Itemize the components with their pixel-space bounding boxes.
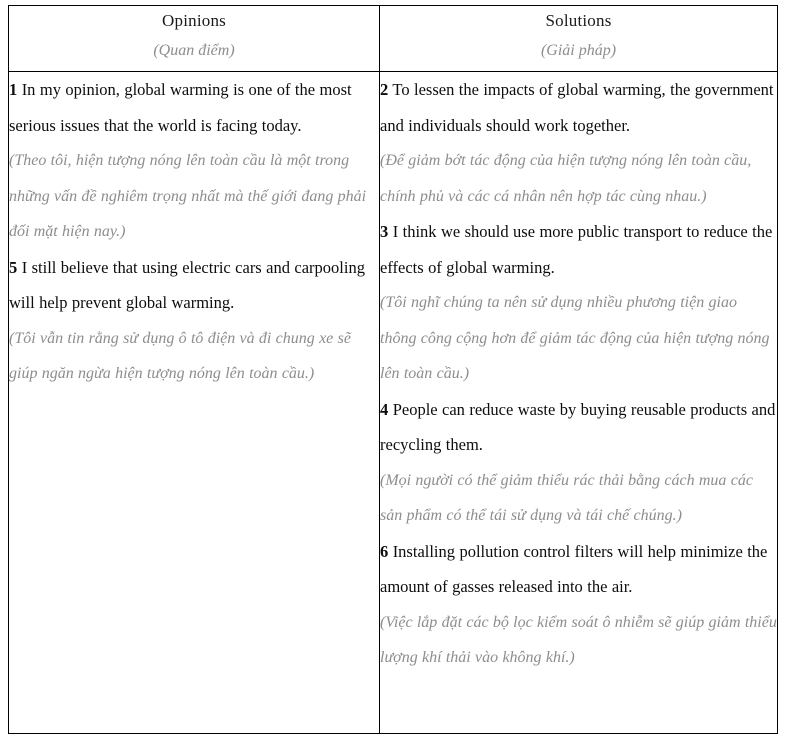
- solution-entry-2-en: [380, 72, 777, 143]
- opinions-solutions-table-wrapper: [8, 5, 777, 734]
- opinion-entry-1-number: 1: [9, 80, 18, 99]
- solution-entry-2-text: To lessen the impacts of global warming, the government and individuals should work together.: [380, 80, 774, 135]
- solution-entry-3-text: I think we should use more public transport to reduce the effects of global warming.: [380, 222, 773, 277]
- cell-opinions: [9, 72, 380, 734]
- solution-entry-4-number: 4: [380, 399, 389, 419]
- solution-entry-2-vi: (Để giảm bớt tác động của hiện tượng nóng lên toàn cầu, chính phủ và các cá nhân nên hợp tác cùng nhau.): [380, 152, 752, 205]
- opinion-entry-5-number: 5: [9, 257, 18, 277]
- solution-entry-6-en: [380, 534, 777, 605]
- cell-solutions: [380, 72, 778, 734]
- solution-entry-3-number: 3: [380, 222, 389, 241]
- header-row: [9, 6, 778, 72]
- solution-entry-4-en: [380, 392, 777, 463]
- solution-entry-2-number: 2: [380, 80, 389, 99]
- opinion-entry-1-en: [9, 72, 379, 143]
- solution-entry-4-text: People can reduce waste by buying reusable products and recycling them.: [380, 399, 776, 454]
- solution-entry-3-vi: (Tôi nghĩ chúng ta nên sử dụng nhiều phương tiện giao thông công cộng hơn để giảm tác động của hiện tượng nóng lên toàn cầu.): [380, 294, 770, 382]
- column-header-solutions-vi: (Giải pháp): [540, 42, 617, 59]
- table-body: [9, 72, 778, 734]
- table-row: [9, 72, 778, 734]
- opinion-entry-1: [9, 72, 379, 250]
- solutions-entry-list: [380, 72, 777, 676]
- opinion-entry-5-vi: (Tôi vẫn tin rằng sử dụng ô tô điện và đi chung xe sẽ giúp ngăn ngừa hiện tượng nóng lên toàn cầu.): [9, 329, 351, 382]
- column-header-opinions-en: Opinions: [162, 11, 226, 30]
- column-header-opinions: [9, 6, 380, 72]
- solution-entry-4: [380, 392, 777, 534]
- solution-entry-3-en: [380, 214, 777, 285]
- solution-entry-6-vi: (Việc lắp đặt các bộ lọc kiểm soát ô nhiễm sẽ giúp giảm thiểu lượng khí thải vào không khí.): [380, 613, 777, 666]
- opinion-entry-5-text: I still believe that using electric cars and carpooling will help prevent global warming.: [9, 257, 365, 312]
- opinion-entry-1-vi: (Theo tôi, hiện tượng nóng lên toàn cầu là một trong những vấn đề nghiêm trọng nhất mà thế giới đang phải đối mặt hiện nay.): [9, 152, 367, 240]
- opinion-entry-1-text: In my opinion, global warming is one of the most serious issues that the world is facing today.: [9, 80, 352, 135]
- solution-entry-4-vi: (Mọi người có thể giảm thiểu rác thải bằng cách mua các sản phẩm có thể tái sử dụng và tái chế chúng.): [380, 471, 753, 524]
- solution-entry-3: [380, 214, 777, 392]
- column-header-solutions: [380, 6, 778, 72]
- column-header-solutions-en: Solutions: [545, 11, 612, 30]
- opinion-entry-5: [9, 250, 379, 392]
- opinions-entry-list: [9, 72, 379, 392]
- opinions-solutions-table: [8, 5, 778, 734]
- column-header-opinions-vi: (Quan điểm): [153, 42, 235, 59]
- opinion-entry-5-en: [9, 250, 379, 321]
- solution-entry-6-text: Installing pollution control filters will help minimize the amount of gasses released into the air.: [380, 541, 768, 596]
- table-header: [9, 6, 778, 72]
- solution-entry-2: [380, 72, 777, 214]
- solution-entry-6-number: 6: [380, 541, 389, 561]
- solution-entry-6: [380, 534, 777, 676]
